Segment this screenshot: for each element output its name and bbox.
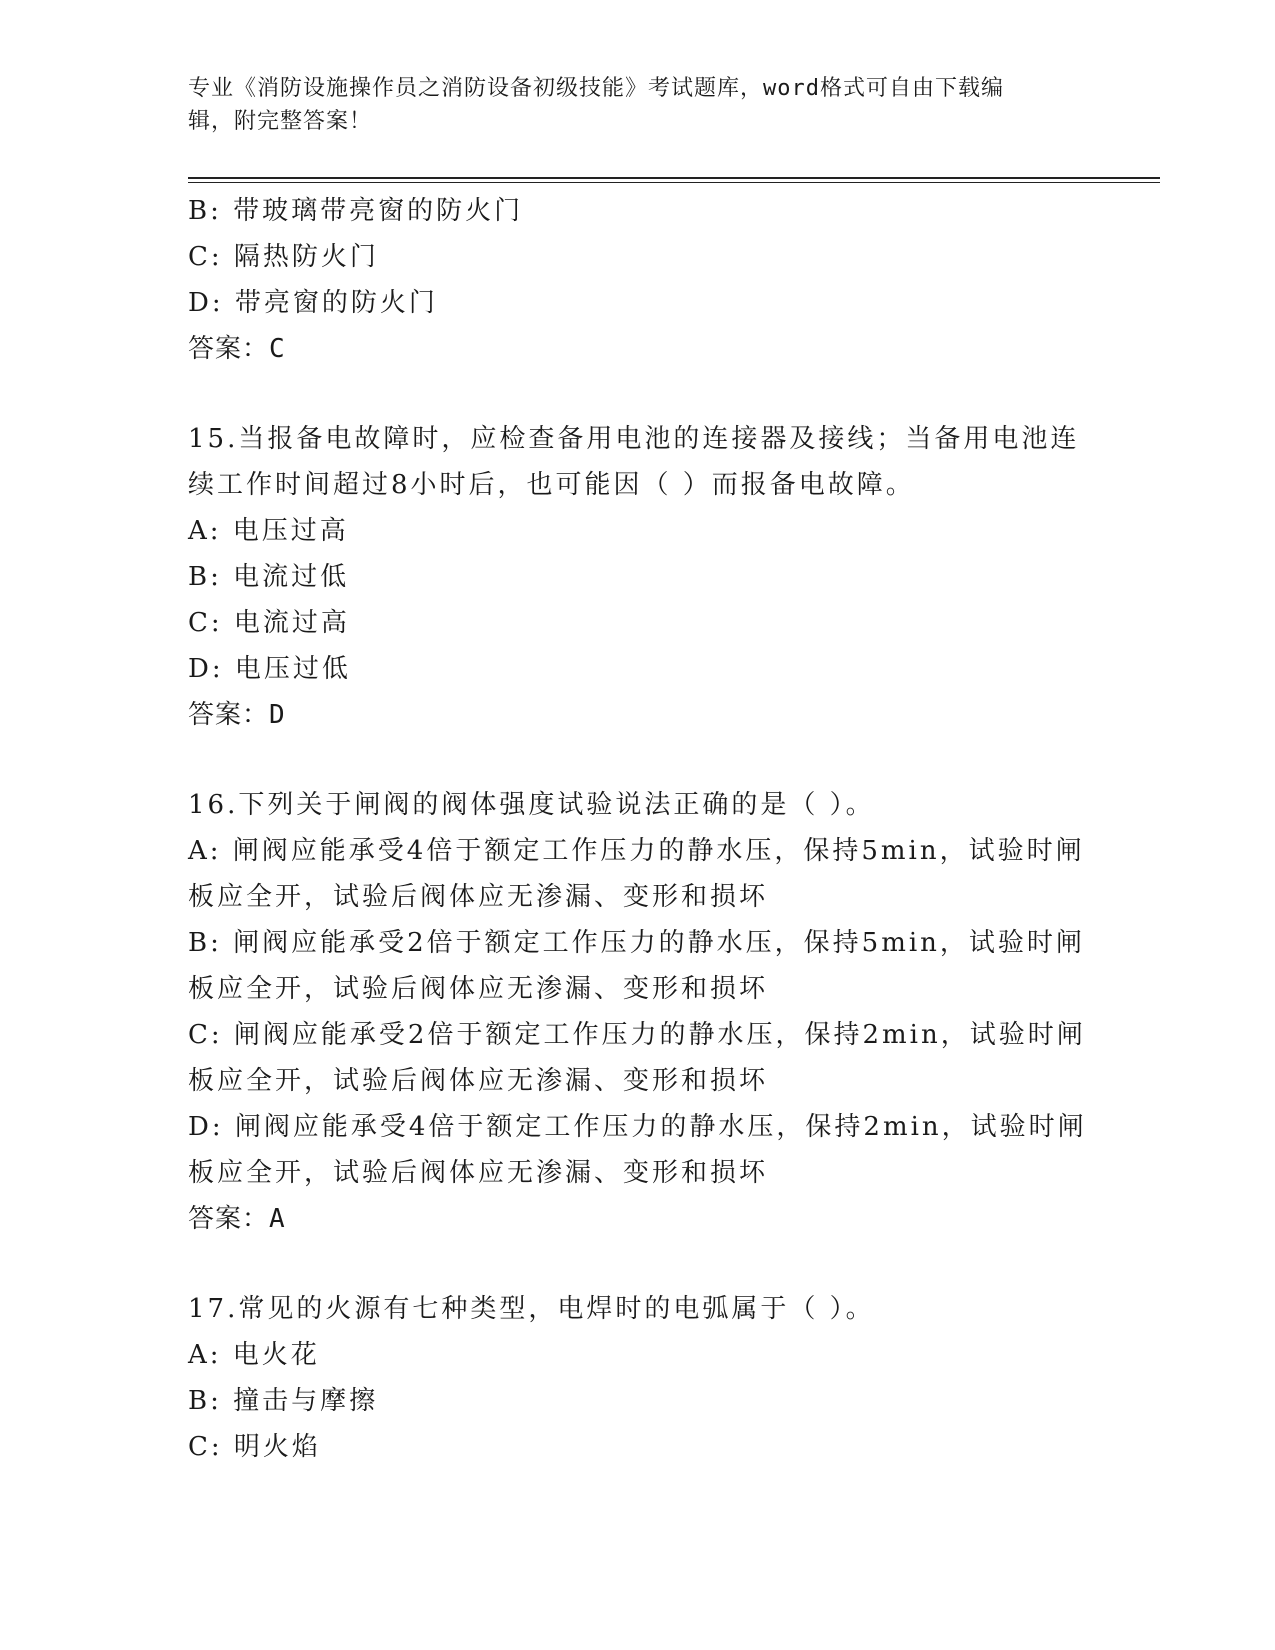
question-15 — [188, 416, 1088, 738]
q15-option-a: A: 电压过高 — [188, 516, 349, 546]
q16-option-c-line-2: 板应全开，试验后阀体应无渗漏、变形和损坏 — [188, 1066, 769, 1096]
header-divider-thin — [188, 182, 1160, 183]
question-14-tail — [188, 188, 1088, 372]
q14-option-b: B: 带玻璃带亮窗的防火门 — [188, 196, 524, 226]
q16-option-a-line-1: A: 闸阀应能承受4倍于额定工作压力的静水压，保持5min，试验时闸 — [188, 836, 1085, 866]
q17-option-c: C: 明火焰 — [188, 1432, 321, 1462]
q15-option-c: C: 电流过高 — [188, 608, 350, 638]
header-divider-thick — [188, 177, 1160, 179]
header-line-1: 专业《消防设施操作员之消防设备初级技能》考试题库，word格式可自由下载编 — [188, 76, 1004, 101]
q15-stem-line-1: 15.当报备电故障时，应检查备用电池的连接器及接线；当备用电池连 — [188, 424, 1080, 454]
q17-option-a: A: 电火花 — [188, 1340, 320, 1370]
q16-option-a-line-2: 板应全开，试验后阀体应无渗漏、变形和损坏 — [188, 882, 769, 912]
q17-option-b: B: 撞击与摩擦 — [188, 1386, 379, 1416]
document-header — [188, 72, 1068, 138]
q16-stem: 16.下列关于闸阀的阀体强度试验说法正确的是（ ）。 — [188, 790, 875, 820]
q14-option-d: D: 带亮窗的防火门 — [188, 288, 438, 318]
q14-option-c: C: 隔热防火门 — [188, 242, 379, 272]
question-17 — [188, 1286, 1088, 1470]
question-16 — [188, 782, 1088, 1242]
q16-option-c-line-1: C: 闸阀应能承受2倍于额定工作压力的静水压，保持2min，试验时闸 — [188, 1020, 1086, 1050]
q15-answer: 答案：D — [188, 700, 286, 730]
q16-option-b-line-1: B: 闸阀应能承受2倍于额定工作压力的静水压，保持5min，试验时闸 — [188, 928, 1085, 958]
q17-stem: 17.常见的火源有七种类型，电焊时的电弧属于（ ）。 — [188, 1294, 875, 1324]
q14-answer: 答案：C — [188, 334, 286, 364]
q16-option-b-line-2: 板应全开，试验后阀体应无渗漏、变形和损坏 — [188, 974, 769, 1004]
q16-option-d-line-1: D: 闸阀应能承受4倍于额定工作压力的静水压，保持2min，试验时闸 — [188, 1112, 1087, 1142]
q16-answer: 答案：A — [188, 1204, 286, 1234]
q15-stem-line-2: 续工作时间超过8小时后，也可能因（ ）而报备电故障。 — [188, 470, 915, 500]
q15-option-b: B: 电流过低 — [188, 562, 350, 592]
question-content — [188, 188, 1088, 1470]
q16-option-d-line-2: 板应全开，试验后阀体应无渗漏、变形和损坏 — [188, 1158, 769, 1188]
header-line-2: 辑，附完整答案！ — [188, 109, 373, 134]
q15-option-d: D: 电压过低 — [188, 654, 351, 684]
